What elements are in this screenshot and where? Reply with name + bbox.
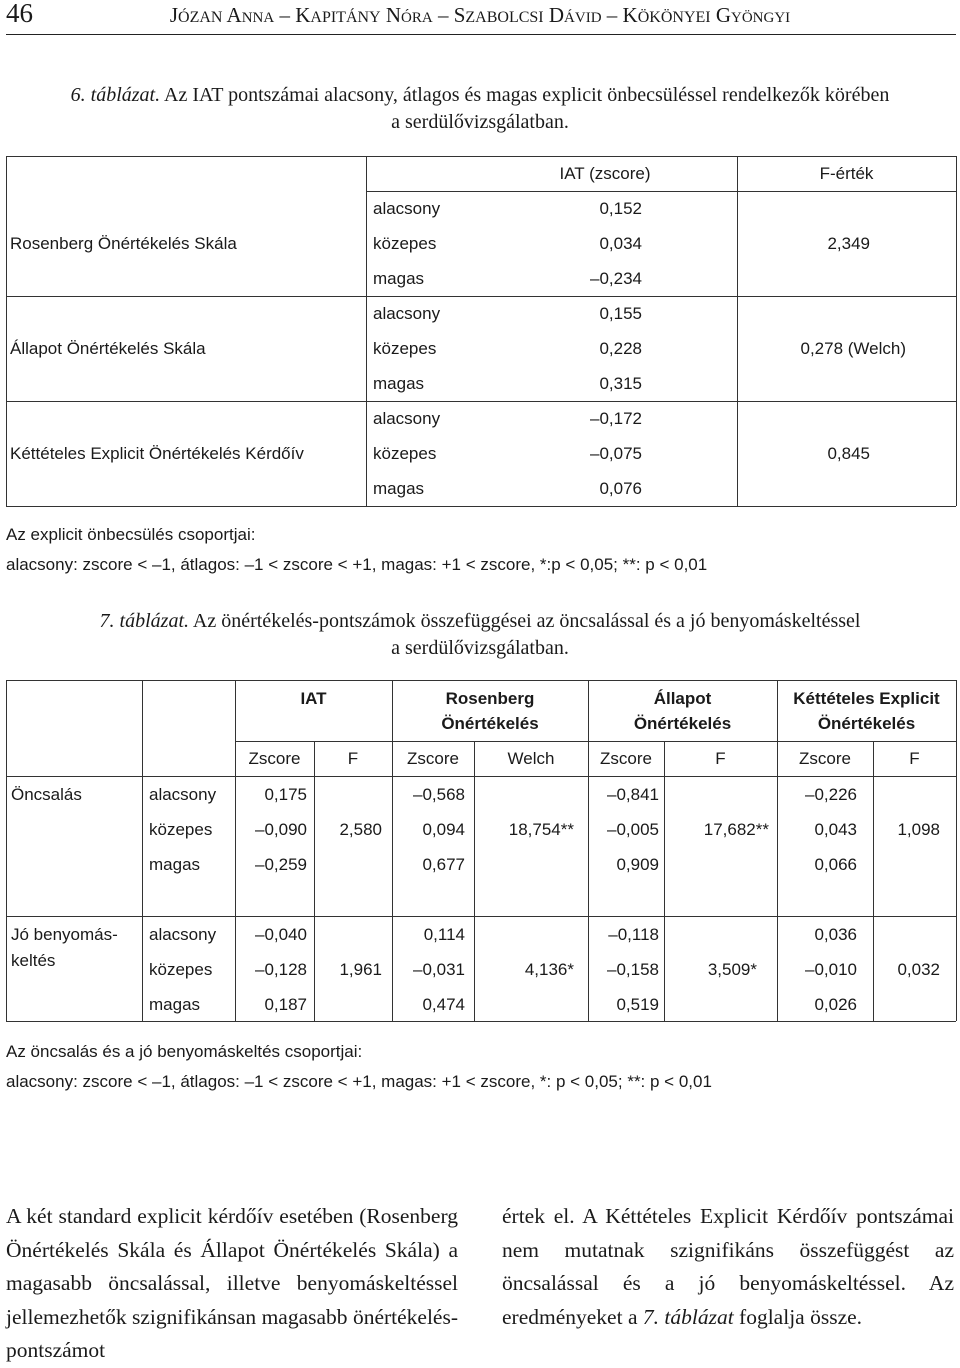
table7-cell: –0,040 (255, 925, 307, 944)
body-text-right: értek el. A Kéttételes Explicit Kérdőív pontszámai nem mutatnak szignifikáns összefüggést az öncsalással és a jó benyomáskeltéssel. Az eredményeket a 7. táblázat foglalja össze. (502, 1204, 954, 1329)
table7-cell: 4,136* (524, 960, 574, 979)
table7-header-allapot: Állapot (653, 689, 712, 708)
table7-header-rosenberg: Önértékelés (441, 714, 539, 733)
table7-note: Az öncsalás és a jó benyomáskeltés csoportjai: (6, 1042, 363, 1061)
table7-header-rosenberg: Rosenberg (445, 689, 535, 708)
table7-header-kettételes: Kéttételes Explicit (793, 689, 940, 708)
table6-level: alacsony (373, 199, 441, 218)
table7-cell: 0,026 (814, 995, 857, 1014)
table7-subheader: Zscore (248, 749, 301, 768)
table6-level: közepes (373, 444, 437, 463)
table7-cell: 0,032 (897, 960, 940, 979)
table6-header-iat: IAT (zscore) (559, 164, 651, 183)
table7-cell: 0,187 (264, 995, 307, 1014)
table7-cell: –0,226 (805, 785, 857, 804)
table7-cell: –0,010 (805, 960, 857, 979)
table6-note: alacsony: zscore < –1, átlagos: –1 < zscore < +1, magas: +1 < zscore, *:p < 0,05; **: p < 0,01 (6, 555, 708, 574)
table7-cell: 17,682** (703, 820, 769, 839)
table6-header-f: F-érték (819, 164, 874, 183)
author-1: JÓZAN Anna (169, 3, 275, 27)
table6-iat-value: 0,155 (599, 304, 642, 323)
table7-cell: 3,509* (707, 960, 757, 979)
table6-level: magas (373, 374, 425, 393)
table7-subheader: Welch (507, 749, 555, 768)
table6-iat-value: –0,075 (590, 444, 642, 463)
table6-level: közepes (373, 234, 437, 253)
table6-level: alacsony (373, 304, 441, 323)
table7-group-label: keltés (11, 951, 56, 970)
table7-level: alacsony (149, 785, 217, 804)
table7-level: magas (149, 855, 201, 874)
table7-header-kettételes: Önértékelés (817, 714, 916, 733)
table7-subheader: Zscore (407, 749, 459, 768)
table6-level: alacsony (373, 409, 441, 428)
table6-iat-value: 0,315 (599, 374, 642, 393)
table7-cell: 0,175 (264, 785, 307, 804)
table7-subheader: F (347, 749, 359, 768)
table7-note: alacsony: zscore < –1, átlagos: –1 < zscore < +1, magas: +1 < zscore, *: p < 0,05; **: p < 0,01 (6, 1072, 712, 1091)
table7-cell: –0,259 (255, 855, 307, 874)
table7-group-label: Jó benyomás- (11, 925, 118, 944)
table7-level: közepes (149, 960, 213, 979)
table7-subheader: Zscore (799, 749, 851, 768)
table7-cell: 2,580 (339, 820, 382, 839)
table7-cell: 0,094 (422, 820, 465, 839)
table6-iat-value: 0,034 (599, 234, 642, 253)
table7-cell: 18,754** (508, 820, 574, 839)
page-number: 46 (6, 0, 33, 28)
table6-iat-value: 0,076 (599, 479, 642, 498)
table7-cell: –0,005 (607, 820, 659, 839)
table6-iat-value: –0,234 (590, 269, 642, 288)
table7-cell: 0,043 (814, 820, 857, 839)
table7-cell: 0,114 (423, 925, 465, 944)
table6-group-label: Kéttételes Explicit Önértékelés Kérdőív (10, 444, 304, 463)
table6-f-value: 0,845 (827, 444, 870, 463)
table7-cell: –0,568 (413, 785, 465, 804)
table7-cell: 0,036 (814, 925, 857, 944)
table6-group-label: Rosenberg Önértékelés Skála (10, 234, 237, 253)
table7-cell: 0,066 (814, 855, 857, 874)
table7-cell: –0,128 (255, 960, 307, 979)
table6-iat-value: –0,172 (590, 409, 642, 428)
table7-level: alacsony (149, 925, 217, 944)
table7-cell: 0,677 (422, 855, 465, 874)
table7-cell: 0,474 (422, 995, 465, 1014)
table7-cell: –0,118 (608, 925, 659, 944)
author-3: SZABOLCSI Dávid (453, 3, 602, 27)
table7-subheader: F (715, 749, 726, 768)
table7-level: közepes (149, 820, 213, 839)
table7-cell: 1,961 (339, 960, 382, 979)
table7-header-iat: IAT (300, 689, 327, 708)
table6-iat-value: 0,228 (599, 339, 642, 358)
table6-f-value: 0,278 (Welch) (800, 339, 906, 358)
table7-header-allapot: Önértékelés (633, 714, 732, 733)
author-4: KÖKÖNYEI Gyöngyi (622, 3, 791, 27)
table7-cell: 0,909 (616, 855, 659, 874)
table7-caption: 7. táblázat. Az önértékelés-pontszámok összefüggései az öncsalással és a jó benyomáskeltéssel a serdülővizsgálatban. (99, 610, 861, 659)
table7-subheader: Zscore (600, 749, 652, 768)
table7-subheader: F (909, 749, 920, 768)
table7-cell: –0,031 (413, 960, 465, 979)
table6-caption: 6. táblázat. Az IAT pontszámai alacsony, átlagos és magas explicit önbecsüléssel rendelkezők körében a serdülővizsgálatban. (70, 84, 890, 133)
table6-level: magas (373, 269, 425, 288)
table7-cell: –0,841 (607, 785, 659, 804)
body-text-left: A két standard explicit kérdőív esetében (Rosenberg Önértékelés Skála és Állapot Önértékelés Skála) a magasabb öncsalással, illetve benyomáskeltéssel jellemezhetők szignifikánsan magasabb önértékelés-pontszámot (6, 1204, 458, 1362)
table6-f-value: 2,349 (827, 234, 870, 253)
table7-cell: 0,519 (616, 995, 659, 1014)
author-2: KAPITÁNY Nóra (295, 3, 433, 27)
table7-cell: –0,090 (255, 820, 307, 839)
table7-cell: 1,098 (897, 820, 940, 839)
table7-cell: –0,158 (607, 960, 659, 979)
table6-iat-value: 0,152 (599, 199, 642, 218)
table6-level: magas (373, 479, 425, 498)
table6-level: közepes (373, 339, 437, 358)
table6-group-label: Állapot Önértékelés Skála (10, 339, 206, 358)
table6-note: Az explicit önbecsülés csoportjai: (6, 525, 256, 544)
running-header-authors: JÓZAN Anna – KAPITÁNY Nóra – SZABOLCSI Dávid – KÖKÖNYEI Gyöngyi (169, 3, 791, 27)
table7-group-label: Öncsalás (11, 785, 82, 804)
table7-level: magas (149, 995, 201, 1014)
